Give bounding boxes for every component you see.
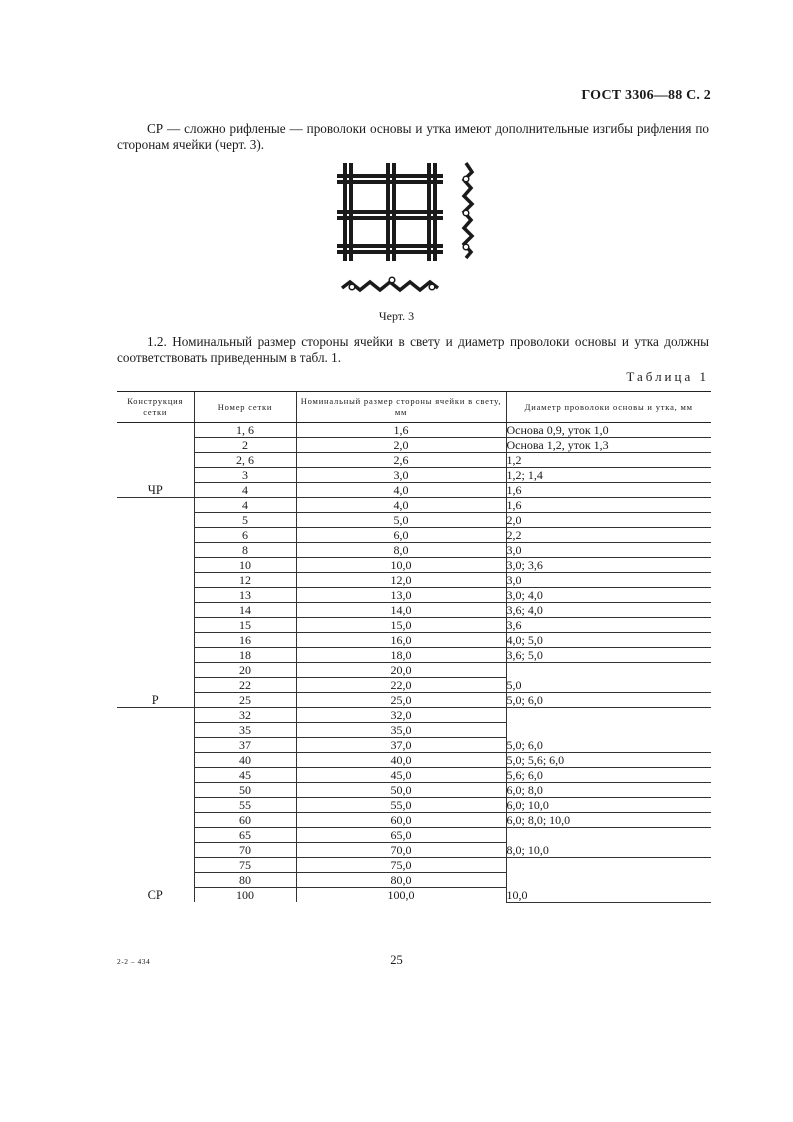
wire-diameter-cell: 5,0; 6,0 xyxy=(506,693,711,708)
mesh-number-cell: 6 xyxy=(194,528,296,543)
mesh-number-cell: 100 xyxy=(194,888,296,903)
wire-diameter-cell: 6,0; 8,0; 10,0 xyxy=(506,813,711,828)
cell-size-cell: 1,6 xyxy=(296,423,506,438)
cell-size-cell: 100,0 xyxy=(296,888,506,903)
wire-diameter-cell: Основа 0,9, уток 1,0 xyxy=(506,423,711,438)
table-row xyxy=(117,468,711,483)
cell-size-cell: 4,0 xyxy=(296,498,506,513)
mesh-number-cell: 35 xyxy=(194,723,296,738)
table-row xyxy=(117,498,711,513)
table-row xyxy=(117,603,711,618)
mesh-number-cell: 1, 6 xyxy=(194,423,296,438)
wire-diameter-cell: 3,6; 5,0 xyxy=(506,648,711,663)
cell-size-cell: 60,0 xyxy=(296,813,506,828)
table-row xyxy=(117,828,711,843)
cell-size-cell: 55,0 xyxy=(296,798,506,813)
table-row xyxy=(117,858,711,873)
mesh-number-cell: 4 xyxy=(194,498,296,513)
document-code: ГОСТ 3306—88 С. 2 xyxy=(581,88,711,103)
table-row xyxy=(117,588,711,603)
mesh-number-cell: 40 xyxy=(194,753,296,768)
table-row xyxy=(117,768,711,783)
bottom-profile-wire xyxy=(342,277,438,290)
mesh-spec-table xyxy=(117,391,711,903)
cell-size-cell: 22,0 xyxy=(296,678,506,693)
wire-diameter-cell: 8,0; 10,0 xyxy=(506,828,711,858)
mesh-grid xyxy=(337,163,443,261)
construction-cell: Р xyxy=(117,498,194,708)
cell-size-cell: 14,0 xyxy=(296,603,506,618)
page-number: 25 xyxy=(390,953,403,967)
header-mesh-number: Номер сетки xyxy=(194,392,296,423)
wire-diameter-cell: 5,6; 6,0 xyxy=(506,768,711,783)
mesh-number-cell: 65 xyxy=(194,828,296,843)
mesh-number-cell: 55 xyxy=(194,798,296,813)
cell-size-cell: 10,0 xyxy=(296,558,506,573)
cell-size-cell: 15,0 xyxy=(296,618,506,633)
mesh-number-cell: 75 xyxy=(194,858,296,873)
table-row xyxy=(117,618,711,633)
wire-diameter-cell: 4,0; 5,0 xyxy=(506,633,711,648)
mesh-number-cell: 13 xyxy=(194,588,296,603)
cell-size-cell: 80,0 xyxy=(296,873,506,888)
wire-diameter-cell: 1,2 xyxy=(506,453,711,468)
cell-size-cell: 40,0 xyxy=(296,753,506,768)
mesh-number-cell: 8 xyxy=(194,543,296,558)
mesh-number-cell: 25 xyxy=(194,693,296,708)
table-row xyxy=(117,528,711,543)
mesh-number-cell: 50 xyxy=(194,783,296,798)
cell-size-cell: 65,0 xyxy=(296,828,506,843)
wire-diameter-cell: 5,0; 5,6; 6,0 xyxy=(506,753,711,768)
cell-size-cell: 35,0 xyxy=(296,723,506,738)
header-cell-size: Номинальный размер стороны ячейки в свету, мм xyxy=(296,392,506,423)
cell-size-cell: 20,0 xyxy=(296,663,506,678)
table-header-row xyxy=(117,392,711,423)
mesh-number-cell: 4 xyxy=(194,483,296,498)
construction-cell: ЧР xyxy=(147,483,163,497)
mesh-number-cell: 2, 6 xyxy=(194,453,296,468)
cell-size-cell: 2,6 xyxy=(296,453,506,468)
mesh-number-cell: 45 xyxy=(194,768,296,783)
table-row xyxy=(117,648,711,663)
wire-diameter-cell: 6,0; 10,0 xyxy=(506,798,711,813)
wire-diameter-cell: 3,0; 3,6 xyxy=(506,558,711,573)
cell-size-cell: 12,0 xyxy=(296,573,506,588)
wire-diameter-cell: 1,6 xyxy=(506,498,711,513)
mesh-number-cell: 22 xyxy=(194,678,296,693)
mesh-number-cell: 3 xyxy=(194,468,296,483)
requirement-paragraph: 1.2. Номинальный размер стороны ячейки в свету и диаметр проволоки основы и утка должны соответствовать приведенным в табл. 1. xyxy=(117,334,709,365)
table-row xyxy=(117,633,711,648)
side-profile-wire xyxy=(463,163,472,258)
cell-size-cell: 45,0 xyxy=(296,768,506,783)
wire-diameter-cell: 1,6 xyxy=(506,483,711,498)
mesh-number-cell: 15 xyxy=(194,618,296,633)
cell-size-cell: 8,0 xyxy=(296,543,506,558)
table-row xyxy=(117,513,711,528)
wire-diameter-cell: 6,0; 8,0 xyxy=(506,783,711,798)
cell-size-cell: 70,0 xyxy=(296,843,506,858)
cell-size-cell: 25,0 xyxy=(296,693,506,708)
mesh-number-cell: 18 xyxy=(194,648,296,663)
cell-size-cell: 75,0 xyxy=(296,858,506,873)
crimped-mesh-drawing xyxy=(330,158,490,308)
mesh-number-cell: 10 xyxy=(194,558,296,573)
table-row xyxy=(117,708,711,723)
mesh-number-cell: 5 xyxy=(194,513,296,528)
mesh-number-cell: 20 xyxy=(194,663,296,678)
mesh-number-cell: 37 xyxy=(194,738,296,753)
construction-cell: СР xyxy=(117,708,194,903)
mesh-number-cell: 14 xyxy=(194,603,296,618)
cell-size-cell: 6,0 xyxy=(296,528,506,543)
mesh-number-cell: 16 xyxy=(194,633,296,648)
cell-size-cell: 13,0 xyxy=(296,588,506,603)
table-row xyxy=(117,753,711,768)
cell-size-cell: 5,0 xyxy=(296,513,506,528)
wire-diameter-cell: 10,0 xyxy=(506,858,711,903)
table-row xyxy=(117,438,711,453)
cell-size-cell: 2,0 xyxy=(296,438,506,453)
print-code: 2-2 – 434 xyxy=(117,957,151,966)
mesh-number-cell: 60 xyxy=(194,813,296,828)
table-row xyxy=(117,663,711,678)
table-row xyxy=(117,543,711,558)
wire-diameter-cell: 3,0 xyxy=(506,543,711,558)
figure-caption: Черт. 3 xyxy=(378,309,415,323)
mesh-number-cell: 2 xyxy=(194,438,296,453)
table-row xyxy=(117,783,711,798)
cell-size-cell: 50,0 xyxy=(296,783,506,798)
header-wire-diameter: Диаметр проволоки основы и утка, мм xyxy=(506,392,711,423)
cell-size-cell: 4,0 xyxy=(296,483,506,498)
cell-size-cell: 3,0 xyxy=(296,468,506,483)
mesh-number-cell: 70 xyxy=(194,843,296,858)
mesh-number-cell: 80 xyxy=(194,873,296,888)
wire-diameter-cell: 3,0 xyxy=(506,573,711,588)
wire-diameter-cell: 5,0 xyxy=(506,663,711,693)
wire-diameter-cell: Основа 1,2, уток 1,3 xyxy=(506,438,711,453)
wire-diameter-cell: 5,0; 6,0 xyxy=(506,708,711,753)
header-construction: Конструкция сетки xyxy=(117,392,194,423)
table-row xyxy=(117,483,711,498)
wire-diameter-cell: 2,2 xyxy=(506,528,711,543)
wire-diameter-cell: 3,6 xyxy=(506,618,711,633)
wire-diameter-cell: 3,6; 4,0 xyxy=(506,603,711,618)
table-row xyxy=(117,558,711,573)
wire-diameter-cell: 1,2; 1,4 xyxy=(506,468,711,483)
cell-size-cell: 18,0 xyxy=(296,648,506,663)
intro-paragraph: СР — сложно рифленые — проволоки основы и утка имеют дополнительные изгибы рифления по сторонам ячейки (черт. 3). xyxy=(117,121,709,152)
cell-size-cell: 37,0 xyxy=(296,738,506,753)
cell-size-cell: 16,0 xyxy=(296,633,506,648)
table-body xyxy=(117,423,711,903)
mesh-number-cell: 12 xyxy=(194,573,296,588)
table-row xyxy=(117,453,711,468)
wire-diameter-cell: 3,0; 4,0 xyxy=(506,588,711,603)
mesh-number-cell: 32 xyxy=(194,708,296,723)
wire-diameter-cell: 2,0 xyxy=(506,513,711,528)
table-caption: Таблица 1 xyxy=(626,369,709,384)
table-row xyxy=(117,693,711,708)
cell-size-cell: 32,0 xyxy=(296,708,506,723)
table-row xyxy=(117,573,711,588)
table-row xyxy=(117,813,711,828)
table-row xyxy=(117,798,711,813)
table-row xyxy=(117,423,711,438)
